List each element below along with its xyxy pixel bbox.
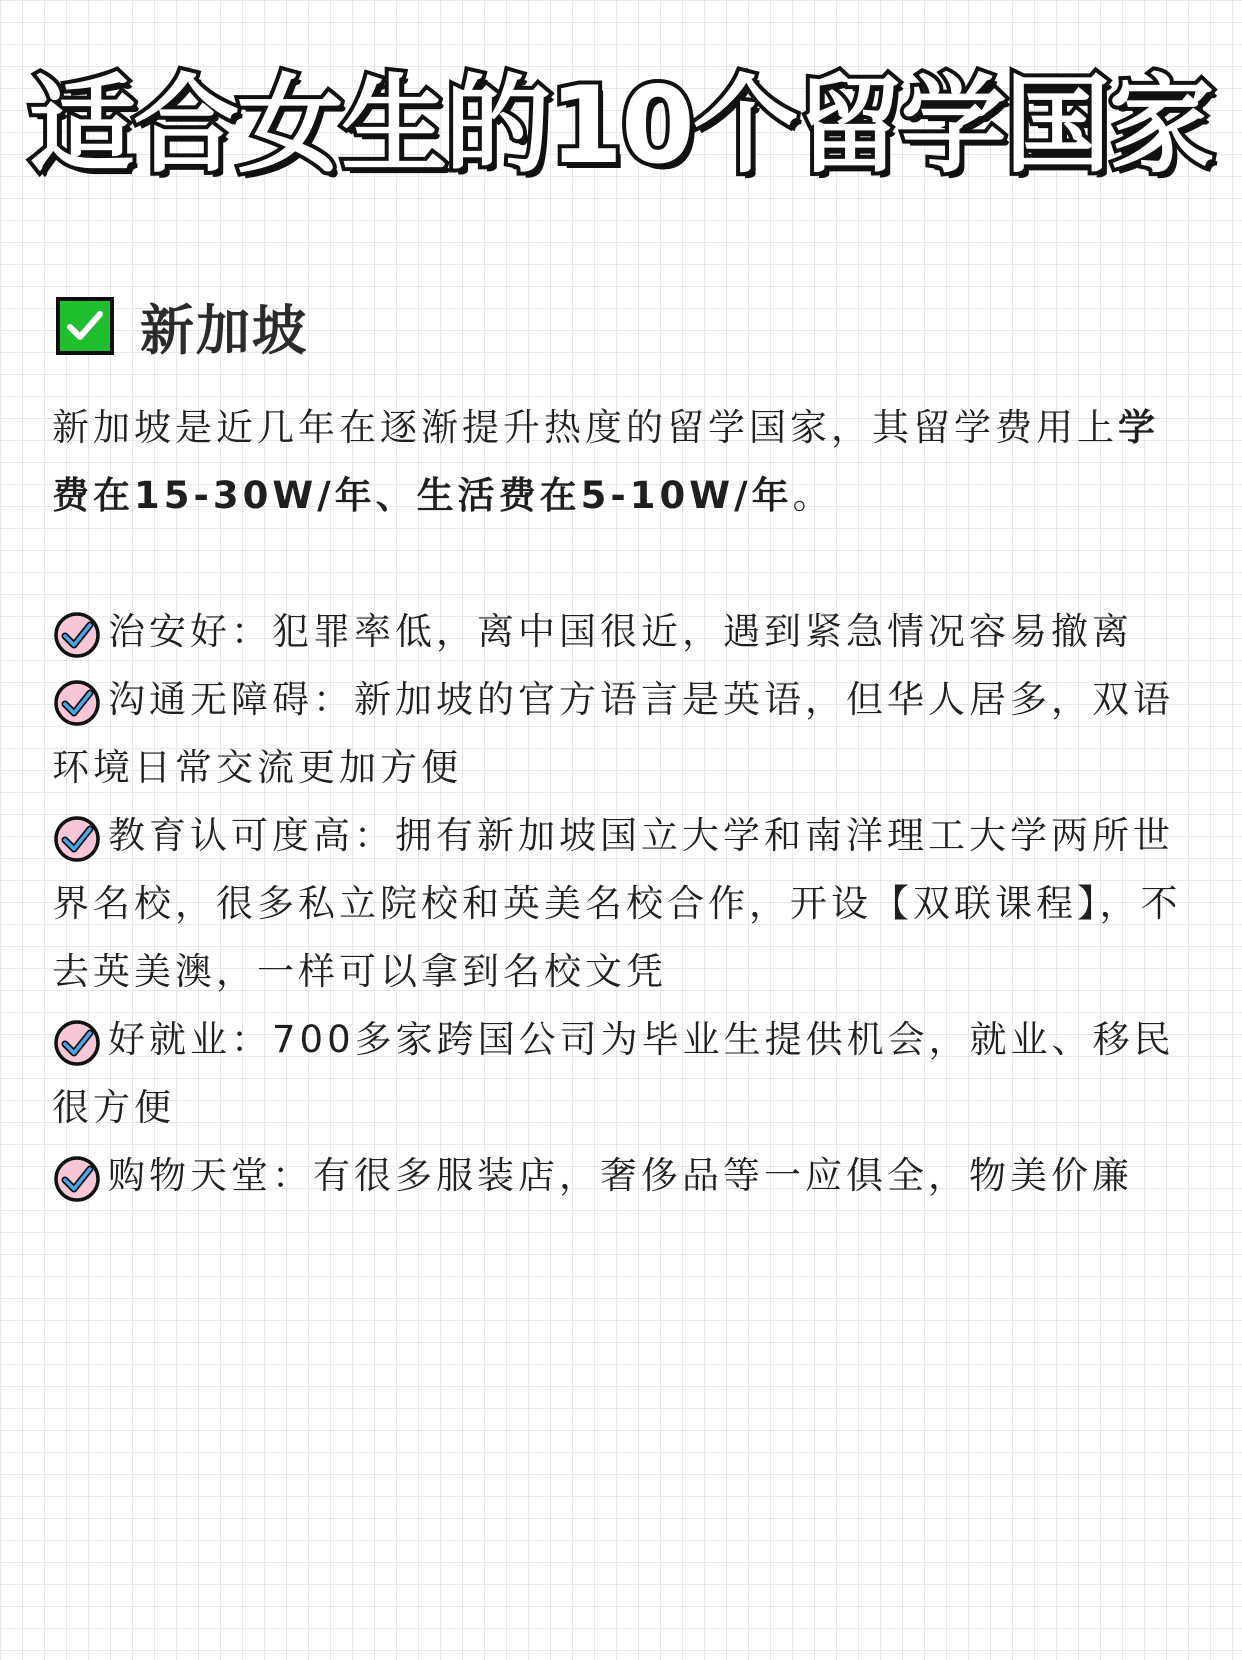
page-title: 适合女生的10个留学国家 [29, 64, 1213, 187]
bullet-text: 好就业：700多家跨国公司为毕业生提供机会，就业、移民很方便 [52, 1018, 1175, 1129]
bullet-list [52, 598, 1192, 1210]
bullet-item [52, 598, 1192, 666]
intro-paragraph [52, 394, 1192, 530]
bullet-item [52, 1142, 1192, 1210]
intro-highlight: 学费在15-30W/年、生活费在5-10W/年 [52, 406, 1159, 517]
bullet-item [52, 666, 1192, 802]
pink-circle-check-icon [52, 1018, 102, 1068]
pink-circle-check-icon [52, 814, 102, 864]
bullet-text: 购物天堂：有很多服装店，奢侈品等一应俱全，物美价廉 [108, 1154, 1133, 1197]
intro-text: 新加坡是近几年在逐渐提升热度的留学国家，其留学费用上 [52, 406, 1118, 449]
pink-circle-check-icon [52, 610, 102, 660]
section-header [56, 292, 308, 360]
bullet-item [52, 802, 1192, 1006]
bullet-text: 沟通无障碍：新加坡的官方语言是英语，但华人居多，双语环境日常交流更加方便 [52, 678, 1174, 789]
bullet-text: 教育认可度高：拥有新加坡国立大学和南洋理工大学两所世界名校，很多私立院校和英美名校合作，开设【双联课程】，不去英美澳，一样可以拿到名校文凭 [52, 814, 1182, 993]
pink-circle-check-icon [52, 1154, 102, 1204]
intro-end: 。 [792, 474, 834, 517]
pink-circle-check-icon [52, 678, 102, 728]
check-mark-icon [56, 297, 114, 355]
bullet-item [52, 1006, 1192, 1142]
section-title: 新加坡 [140, 298, 308, 362]
content [52, 394, 1192, 1210]
bullet-text: 治安好：犯罪率低，离中国很近，遇到紧急情况容易撤离 [108, 610, 1133, 653]
